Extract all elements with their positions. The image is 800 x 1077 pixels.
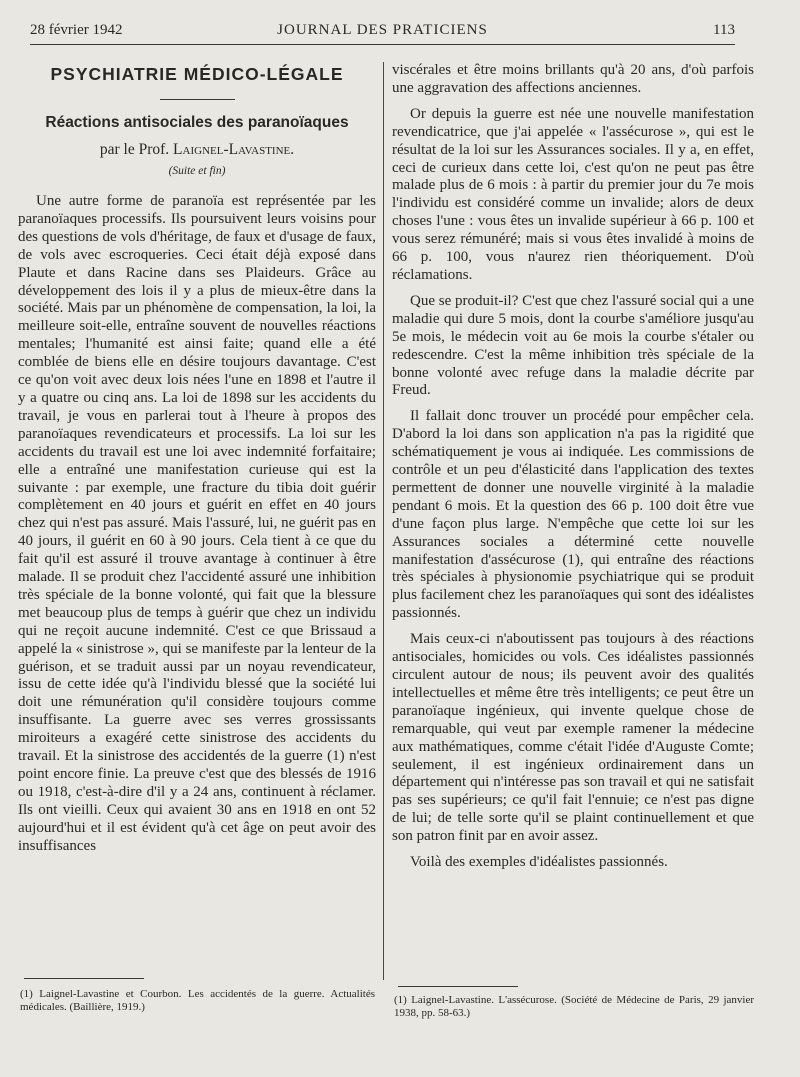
left-column <box>18 62 376 856</box>
footnote-right: (1) Laignel-Lavastine. L'assécurose. (Société de Médecine de Paris, 29 janvier 1938, pp. 58-63.) <box>394 994 754 1019</box>
paragraph: Voilà des exemples d'idéalistes passionnés. <box>410 854 668 871</box>
section-title: PSYCHIATRIE MÉDICO-LÉGALE <box>50 64 344 84</box>
paragraph: Il fallait donc trouver un procédé pour empêcher cela. D'abord la loi dans son application n'a pas la rigidité que schématiquement je vous ai indiquée. Les commissions de contrôle et un peu d'élasticité dans l'application des textes permettent de donner une nouvelle virginité à la maladie pendant 6 mois. Et la question des 66 p. 100 doit être vue d'une façon plus large. N'empêche que cette loi sur les Assurances sociales a déterminé cette nouvelle manifestation d'assécurose (1), qui entraîne des réactions très spéciales à physionomie psychiatrique qui se produit plus facilement chez les paranoïaques qui sont des idéalistes passionnés. <box>392 408 754 622</box>
section-rule <box>160 99 235 100</box>
paragraph: Une autre forme de paranoïa est représentée par les paranoïaques processifs. Ils poursuivent leurs voisins pour des questions de vols d'héritage, de faux et d'usage de faux, de vols avec escroqueries. Ceci était déjà exposé dans Plaute et dans Racine dans ses Plaideurs. Grâce au développement des lois il y a plus de mieux-être dans la société. Mais par un phénomène de compensation, la loi, la meilleure soit-elle, entraîne souvent de nouvelles réactions mentales; l'humanité est ainsi faite; quand elle a été comblée de biens elle en désire toujours davantage. C'est ce qu'on voit avec deux lois nées l'une en 1898 et l'autre il y a quatre ou cinq ans. La loi de 1898 sur les accidents du travail, je vous en parlerai tout à l'heure à propos des paranoïaques revendicateurs et processifs. La loi sur les accidents du travail est une loi avec indemnité forfaitaire; elle a entraîné une manifestation curieuse qui est la suivante : par exemple, une fracture du tibia doit guérir complètement en 40 jours et guérit en effet en 40 jours chez qui n'est pas assuré. Mais l'assuré, lui, ne guérit pas en 40 jours, il guérit en 60 à 90 jours. Cela tient à ce que du fait qu'il est assuré il trouve avantage à continuer à être malade. Il se produit chez l'accidenté assuré une inhibition très spéciale de la bonne volonté, qui fait que la blessure met beaucoup plus de temps à guérir que chez un individu qui ne reçoit aucune indemnité. C'est ce que Brissaud a appelé la « sinistrose », qui se manifeste par la lenteur de la guérison, et se traduit aussi par un noyau revendicateur, issu de cette idée qu'à l'individu blessé que la société lui doit une rémunération qu'il considère toujours comme insuffisante. La guerre avec ses verres grossissants miroiteurs a exagéré cette sinistrose des accidents du travail. Et la sinistrose des accidentés de la guerre (1) n'est point encore finie. La preuve c'est que des blessés de 1916 ou 1918, c'est-à-dire d'il y a 24 ans, continuent à réclamer. Ils ont vieilli. Ceux qui avaient 30 ans en 1918 en ont 52 aujourd'hui et il est évident qu'à cet âge on peut avoir des insuffisances <box>18 193 376 854</box>
paragraph: Que se produit-il? C'est que chez l'assuré social qui a une maladie qui dure 5 mois, dont la courbe s'améliore jusqu'au 5e mois, le médecin voit au 6e mois la courbe s'étaler ou redescendre. C'est la même inhibition très spéciale de la bonne volonté avec refuge dans la maladie décrite par Freud. <box>392 292 754 399</box>
footnote-rule-right <box>398 986 518 987</box>
paragraph: viscérales et être moins brillants qu'à 20 ans, d'où parfois une aggravation des affections anciennes. <box>392 62 754 96</box>
column-divider <box>383 62 384 980</box>
footnote-left: (1) Laignel-Lavastine et Courbon. Les accidentés de la guerre. Actualités médicales. (Baillière, 1919.) <box>20 988 375 1013</box>
continuation-note: (Suite et fin) <box>168 165 226 177</box>
author-name: Laignel-Lavastine. <box>173 141 295 158</box>
running-header <box>30 22 735 45</box>
footnote-rule-left <box>24 978 144 979</box>
right-column <box>392 62 754 880</box>
byline-prefix: par le Prof. <box>99 141 174 158</box>
article-title: Réactions antisociales des paranoïaques <box>45 114 349 131</box>
byline <box>18 141 376 159</box>
page-number: 113 <box>713 22 735 38</box>
paragraph: Or depuis la guerre est née une nouvelle manifestation revendicatrice, que j'ai appelée « l'assécurose », qui est le résultat de la loi sur les Assurances sociales. Il y a, en effet, ceci de curieux dans cette loi, c'est qu'on ne peut pas être malade plus de 6 mois : à partir du premier jour du 7e mois l'individu est considéré comme un invalide; alors de deux choses l'une : vous êtes un invalide supérieur à 66 p. 100 et vous serez rémunéré; mais si vous êtes invalidé à moins de 66 p. 100, vous n'aurez rien théoriquement. D'où réclamations. <box>392 105 754 283</box>
issue-date: 28 février 1942 <box>30 22 123 38</box>
paragraph: Mais ceux-ci n'aboutissent pas toujours à des réactions antisociales, homicides ou vols. Ces idéalistes passionnés circulent autour de nous; ils peuvent avoir des qualités intellectuelles et même être très intelligents; ce peut être un paranoïaque ingénieux, qui invente quelque chose de remarquable, qui veut par exemple ramener la médecine aux mathématiques, comme c'était l'idée d'Auguste Comte; seulement, il est ingénieux ordinairement dans un département qui n'intéresse pas son travail et qui ne satisfait pas ses supérieurs; ce qu'il fait l'ennuie; ce n'est pas digne de lui; de telle sorte qu'il se plaint continuellement et que son patron finit par en avoir assez. <box>392 631 754 845</box>
journal-title: JOURNAL DES PRATICIENS <box>277 22 488 38</box>
